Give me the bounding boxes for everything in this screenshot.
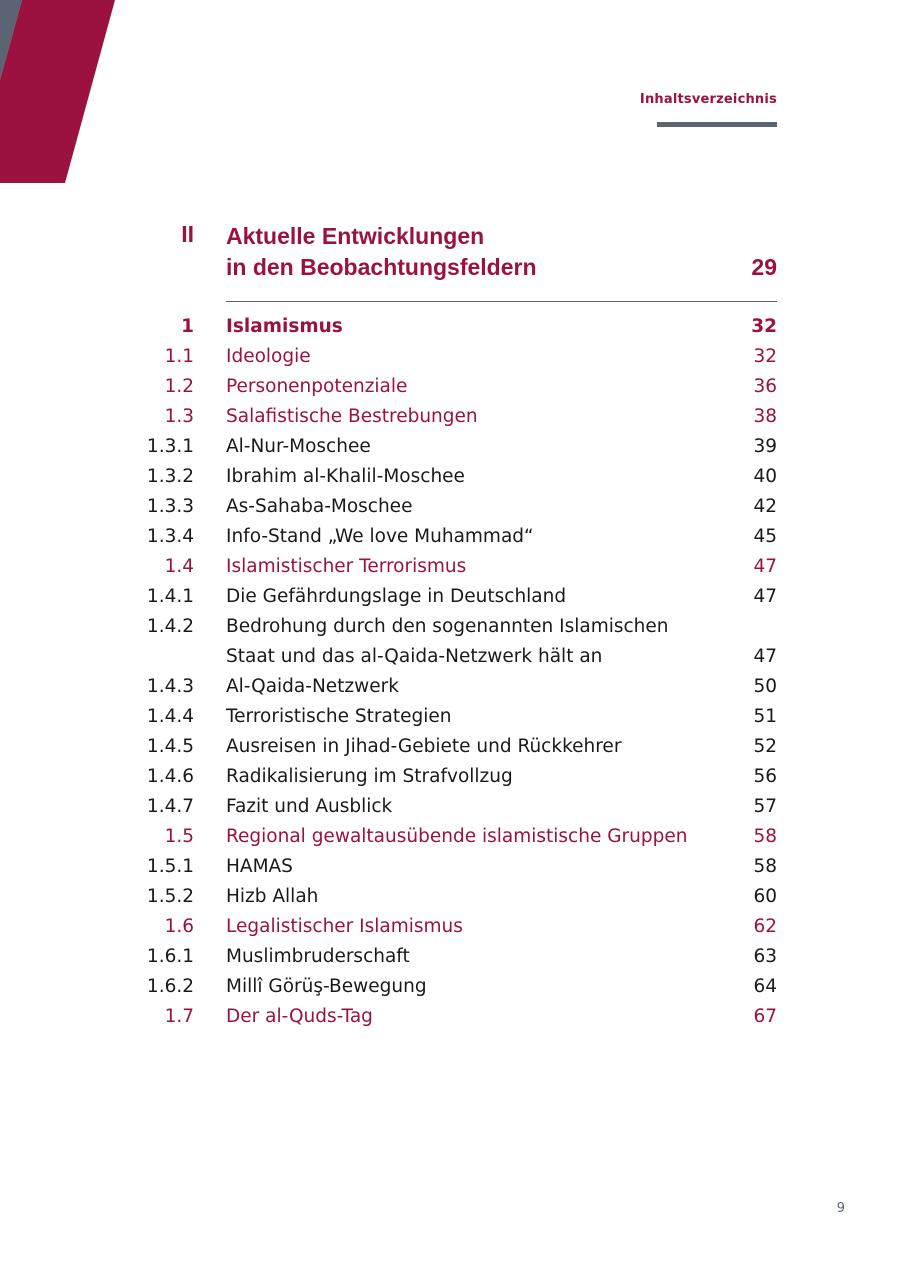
- toc-entry-page: 58: [753, 856, 777, 877]
- toc-entry-title: Bedrohung durch den sogenannten Islamischen Staat und das al-Qaida-Netzwerk hält an: [226, 616, 669, 667]
- toc-entry[interactable]: [0, 1002, 900, 1032]
- toc-entry-title: Der al-Quds-Tag: [226, 1006, 373, 1027]
- toc-entry-page: 58: [753, 826, 777, 847]
- toc-entry-page: 47: [753, 646, 777, 667]
- toc-entry-title: Islamistischer Terrorismus: [226, 556, 467, 577]
- toc-entry-page: 64: [753, 976, 777, 997]
- toc-entry-page: 40: [753, 466, 777, 487]
- toc-entry-title: Muslimbruderschaft: [226, 946, 410, 967]
- toc-entry-number: 1.4.7: [146, 796, 194, 817]
- toc-entry-page: 50: [753, 676, 777, 697]
- toc-entry-number: 1.3.4: [146, 526, 194, 547]
- toc-entry-page: 39: [753, 436, 777, 457]
- toc-entry-number: 1.4: [164, 556, 194, 577]
- toc-entry-number: 1.3: [164, 406, 194, 427]
- section-divider-bar: [657, 122, 777, 127]
- toc-entry[interactable]: [0, 732, 900, 762]
- toc-entry[interactable]: [0, 432, 900, 462]
- toc-entry-title: Legalistischer Islamismus: [226, 916, 463, 937]
- toc-entry[interactable]: [0, 372, 900, 402]
- toc-entry-number: 1.1: [164, 346, 194, 367]
- corner-decoration: [0, 0, 120, 185]
- toc-entry-page: 62: [753, 916, 777, 937]
- toc-entry-number: 1.6.1: [146, 946, 194, 967]
- toc-entry-title: Millî Görüş-Bewegung: [226, 976, 427, 997]
- toc-entry-title: Ibrahim al-Khalil-Moschee: [226, 466, 465, 487]
- toc-entry[interactable]: [0, 522, 900, 552]
- toc-entry[interactable]: [0, 762, 900, 792]
- toc-entry-title: Salafistische Bestrebungen: [226, 406, 478, 427]
- chapter-title[interactable]: [226, 221, 666, 283]
- toc-entry[interactable]: [0, 912, 900, 942]
- toc-entry-number: 1.7: [164, 1006, 194, 1027]
- toc-entry-page: 60: [753, 886, 777, 907]
- chapter-title-line2: in den Beobachtungsfeldern: [226, 254, 537, 280]
- toc-entry-page: 57: [753, 796, 777, 817]
- toc-entry-number: 1: [181, 316, 194, 337]
- toc-entry-page: 56: [753, 766, 777, 787]
- toc-entry-title: Fazit und Ausblick: [226, 796, 393, 817]
- toc-entry-number: 1.5.1: [146, 856, 194, 877]
- toc-entry[interactable]: [0, 852, 900, 882]
- toc-entry[interactable]: [0, 582, 900, 612]
- toc-entry-title: Islamismus: [226, 316, 343, 337]
- toc-entry[interactable]: [0, 882, 900, 912]
- toc-entry-title: Hizb Allah: [226, 886, 319, 907]
- toc-entry-page: 36: [753, 376, 777, 397]
- chapter-divider: [226, 301, 777, 302]
- toc-entry-title: Info-Stand „We love Muhammad“: [226, 526, 534, 547]
- toc-entry-page: 47: [753, 586, 777, 607]
- toc-entry[interactable]: [0, 972, 900, 1002]
- toc-entry[interactable]: [0, 402, 900, 432]
- toc-entry[interactable]: [0, 822, 900, 852]
- toc-entry-title: HAMAS: [226, 856, 293, 877]
- toc-entry-number: 1.4.1: [146, 586, 194, 607]
- toc-entry-number: 1.4.5: [146, 736, 194, 757]
- chapter-page: 29: [751, 254, 777, 280]
- toc-entry-title: Al-Qaida-Netzwerk: [226, 676, 399, 697]
- chapter-number: II: [181, 221, 194, 247]
- page-number: 9: [836, 1201, 845, 1216]
- toc-entry-number: 1.4.6: [146, 766, 194, 787]
- toc-entry-page: 63: [753, 946, 777, 967]
- toc-entry[interactable]: [0, 672, 900, 702]
- toc-entry-title: Regional gewaltausübende islamistische Gruppen: [226, 826, 688, 847]
- toc-entry-number: 1.6.2: [146, 976, 194, 997]
- toc-entry-number: 1.4.2: [146, 616, 194, 637]
- toc-entry-page: 38: [753, 406, 777, 427]
- toc-entry-number: 1.6: [164, 916, 194, 937]
- toc-entry-page: 32: [753, 346, 777, 367]
- toc-entry-page: 42: [753, 496, 777, 517]
- toc-entry-page: 45: [753, 526, 777, 547]
- toc-entry-number: 1.4.3: [146, 676, 194, 697]
- toc-entry-number: 1.2: [164, 376, 194, 397]
- toc-entry[interactable]: [0, 462, 900, 492]
- toc-entry-page: 47: [753, 556, 777, 577]
- toc-entry-title: Die Gefährdungslage in Deutschland: [226, 586, 567, 607]
- toc-entry-page: 32: [751, 316, 777, 337]
- toc-entry-number: 1.5.2: [146, 886, 194, 907]
- toc-entry-number: 1.4.4: [146, 706, 194, 727]
- toc-entry-number: 1.5: [164, 826, 194, 847]
- toc-list: [0, 312, 900, 1032]
- toc-entry[interactable]: [0, 342, 900, 372]
- toc-entry-title: As-Sahaba-Moschee: [226, 496, 413, 517]
- toc-entry-title: Ausreisen in Jihad-Gebiete und Rückkehrer: [226, 736, 622, 757]
- toc-entry-number: 1.3.1: [146, 436, 194, 457]
- toc-entry-title: Terroristische Strategien: [226, 706, 452, 727]
- toc-entry-page: 52: [753, 736, 777, 757]
- toc-entry-title: Ideologie: [226, 346, 311, 367]
- toc-entry-title: Personenpotenziale: [226, 376, 408, 397]
- toc-entry[interactable]: [0, 312, 900, 342]
- toc-entry[interactable]: [0, 942, 900, 972]
- toc-entry-page: 51: [753, 706, 777, 727]
- toc-entry-title: Radikalisierung im Strafvollzug: [226, 766, 513, 787]
- toc-entry-number: 1.3.3: [146, 496, 194, 517]
- chapter-title-line1: Aktuelle Entwicklungen: [226, 223, 485, 249]
- toc-entry-title: Al-Nur-Moschee: [226, 436, 371, 457]
- section-label: Inhaltsverzeichnis: [639, 92, 777, 107]
- toc-entry[interactable]: [0, 492, 900, 522]
- toc-entry[interactable]: [0, 702, 900, 732]
- toc-entry-number: 1.3.2: [146, 466, 194, 487]
- toc-entry-page: 67: [753, 1006, 777, 1027]
- toc-entry[interactable]: [0, 792, 900, 822]
- toc-entry[interactable]: [0, 552, 900, 582]
- toc-entry[interactable]: [0, 612, 900, 672]
